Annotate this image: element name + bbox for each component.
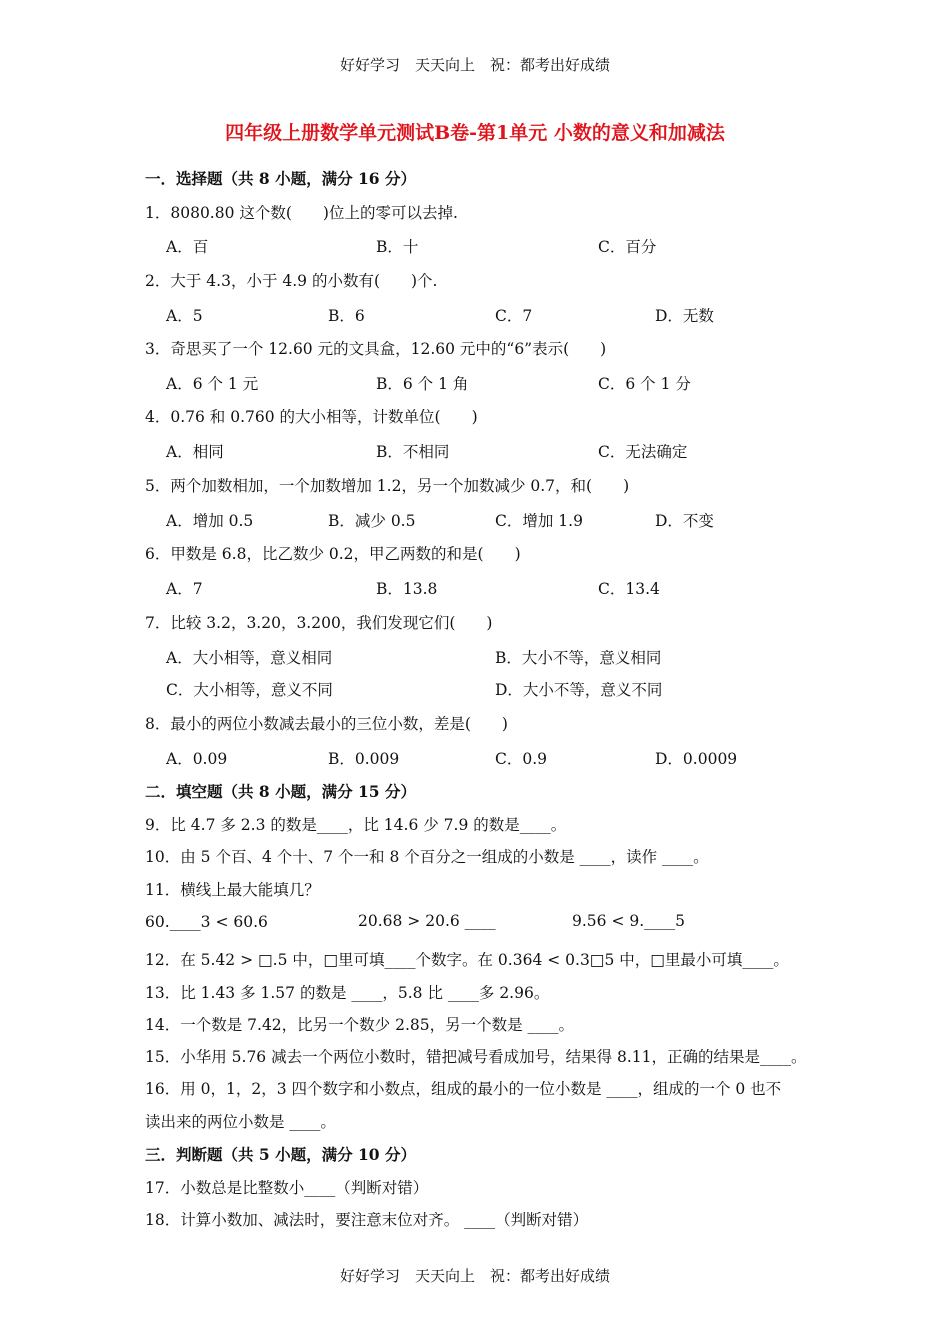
question-4: 4．0.76 和 0.760 的大小相等，计数单位( ) xyxy=(145,408,478,426)
question-5: 5．两个加数相加，一个加数增加 1.2，另一个加数减少 0.7，和( ) xyxy=(145,477,630,495)
question-7: 7．比较 3.2，3.20，3.200，我们发现它们( ) xyxy=(145,614,493,632)
option-b[interactable]: B．6 个 1 角 xyxy=(376,375,469,393)
option-a[interactable]: A．增加 0.5 xyxy=(166,512,254,530)
section-heading-judge: 三．判断题（共 5 小题，满分 10 分） xyxy=(145,1145,416,1164)
inequality-3: 9.56 < 9.____5 xyxy=(572,912,686,930)
section-heading-choice: 一．选择题（共 8 小题，满分 16 分） xyxy=(145,169,416,188)
question-16-continued: 读出来的两位小数是 ____。 xyxy=(145,1113,336,1131)
question-12: 12．在 5.42 > □.5 中，□里可填____个数字。在 0.364 < 0.3□5 中，□里最小可填____。 xyxy=(145,951,789,969)
question-17: 17．小数总是比整数小____（判断对错） xyxy=(145,1179,429,1197)
exam-title: 四年级上册数学单元测试B卷-第1单元 小数的意义和加减法 xyxy=(225,122,725,144)
option-b[interactable]: B．减少 0.5 xyxy=(328,512,416,530)
option-b[interactable]: B．0.009 xyxy=(328,750,400,768)
option-a[interactable]: A．大小相等，意义相同 xyxy=(166,649,333,667)
option-b[interactable]: B．13.8 xyxy=(376,580,438,598)
option-a[interactable]: A．7 xyxy=(166,580,203,598)
inequality-1: 60.____3 < 60.6 xyxy=(145,913,268,931)
section-heading-fill: 二．填空题（共 8 小题，满分 15 分） xyxy=(145,782,416,801)
question-3: 3．奇思买了一个 12.60 元的文具盒，12.60 元中的“6”表示( ) xyxy=(145,340,607,358)
option-c[interactable]: C．增加 1.9 xyxy=(495,512,583,530)
option-c[interactable]: C．0.9 xyxy=(495,750,548,768)
option-d[interactable]: D．不变 xyxy=(655,512,714,530)
question-6: 6．甲数是 6.8，比乙数少 0.2，甲乙两数的和是( ) xyxy=(145,545,521,563)
option-b[interactable]: B．大小不等，意义相同 xyxy=(495,649,662,667)
question-15: 15．小华用 5.76 减去一个两位小数时，错把减号看成加号，结果得 8.11，正确的结果是____。 xyxy=(145,1048,807,1066)
page-header: 好好学习 天天向上 祝：都考出好成绩 xyxy=(339,56,610,74)
question-18: 18．计算小数加、减法时，要注意末位对齐。 ____（判断对错） xyxy=(145,1211,589,1229)
option-c[interactable]: C．13.4 xyxy=(598,580,660,598)
option-c[interactable]: C．百分 xyxy=(598,238,657,256)
question-8: 8．最小的两位小数减去最小的三位小数，差是( ) xyxy=(145,715,508,733)
question-13: 13．比 1.43 多 1.57 的数是 ____，5.8 比 ____多 2.96。 xyxy=(145,984,550,1002)
option-c[interactable]: C．6 个 1 分 xyxy=(598,375,691,393)
question-16: 16．用 0，1，2，3 四个数字和小数点，组成的最小的一位小数是 ____，组成的一个 0 也不 xyxy=(145,1080,782,1098)
question-2: 2．大于 4.3，小于 4.9 的小数有( )个. xyxy=(145,272,438,290)
option-d[interactable]: D．大小不等，意义不同 xyxy=(495,681,663,699)
option-d[interactable]: D．0.0009 xyxy=(655,750,738,768)
option-a[interactable]: A．6 个 1 元 xyxy=(166,375,259,393)
option-a[interactable]: A．相同 xyxy=(166,443,224,461)
option-b[interactable]: B．6 xyxy=(328,307,365,325)
option-b[interactable]: B．不相同 xyxy=(376,443,450,461)
option-b[interactable]: B．十 xyxy=(376,238,419,256)
option-a[interactable]: A．百 xyxy=(166,238,209,256)
option-c[interactable]: C．7 xyxy=(495,307,533,325)
option-c[interactable]: C．大小相等，意义不同 xyxy=(166,681,333,699)
option-a[interactable]: A．0.09 xyxy=(166,750,228,768)
inequality-2: 20.68 > 20.6 ____ xyxy=(358,912,496,930)
question-10: 10．由 5 个百、4 个十、7 个一和 8 个百分之一组成的小数是 ____，读作 ____。 xyxy=(145,848,709,866)
question-1: 1．8080.80 这个数( )位上的零可以去掉. xyxy=(145,204,458,222)
question-9: 9．比 4.7 多 2.3 的数是____，比 14.6 少 7.9 的数是____。 xyxy=(145,816,567,834)
option-a[interactable]: A．5 xyxy=(166,307,203,325)
question-14: 14．一个数是 7.42，比另一个数少 2.85，另一个数是 ____。 xyxy=(145,1016,575,1034)
option-c[interactable]: C．无法确定 xyxy=(598,443,688,461)
page-footer: 好好学习 天天向上 祝：都考出好成绩 xyxy=(339,1267,610,1285)
question-11: 11．横线上最大能填几？ xyxy=(145,881,320,899)
option-d[interactable]: D．无数 xyxy=(655,307,714,325)
